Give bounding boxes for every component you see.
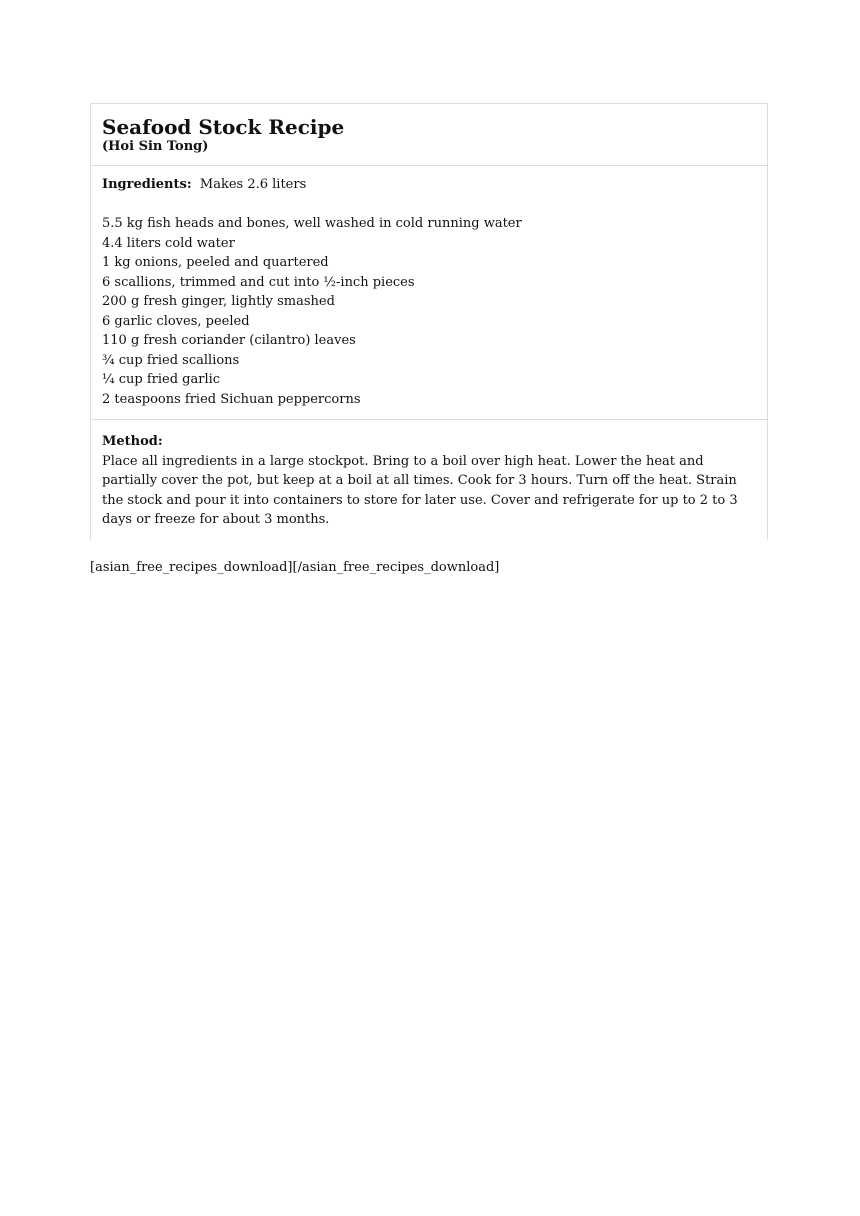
ingredients-list (102, 214, 756, 409)
ingredient-item: 110 g fresh coriander (cilantro) leaves (102, 333, 356, 348)
ingredient-item: ¾ cup fried scallions (102, 352, 240, 368)
ingredient-item: 200 g fresh ginger, lightly smashed (102, 294, 335, 309)
recipe-title: Seafood Stock Recipe (102, 115, 345, 139)
ingredients-section (91, 165, 767, 419)
ingredient-item: 2 teaspoons fried Sichuan peppercorns (102, 391, 361, 407)
ingredient-item: 4.4 liters cold water (102, 235, 235, 251)
ingredient-item: 1 kg onions, peeled and quartered (102, 255, 329, 270)
ingredient-item: 5.5 kg fish heads and bones, well washed in cold running water (102, 216, 522, 231)
method-section (91, 419, 767, 540)
ingredients-header (102, 175, 756, 195)
ingredient-item: 6 garlic cloves, peeled (102, 313, 250, 329)
recipe-subtitle: (Hoi Sin Tong) (102, 139, 209, 154)
ingredient-item: 6 scallions, trimmed and cut into ½-inch pieces (102, 274, 415, 290)
ingredients-label: Ingredients: (102, 177, 192, 192)
method-text: Place all ingredients in a large stockpot. Bring to a boil over high heat. Lower the heat and partially cover the pot, but keep at a boil at all times. Cook for 3 hours. Turn off the heat. Strain the stock and pour it into containers to store for later use. Cover and refrigerate for up to 2 to 3 days or freeze for about 3 months. (102, 453, 738, 527)
download-shortcode: [asian_free_recipes_download][/asian_free_recipes_download] (90, 560, 500, 575)
recipe-card (90, 103, 768, 540)
recipe-title-section (91, 104, 767, 165)
ingredient-item: ¼ cup fried garlic (102, 372, 221, 387)
recipe-yield: Makes 2.6 liters (199, 177, 307, 192)
method-label: Method: (102, 434, 163, 449)
